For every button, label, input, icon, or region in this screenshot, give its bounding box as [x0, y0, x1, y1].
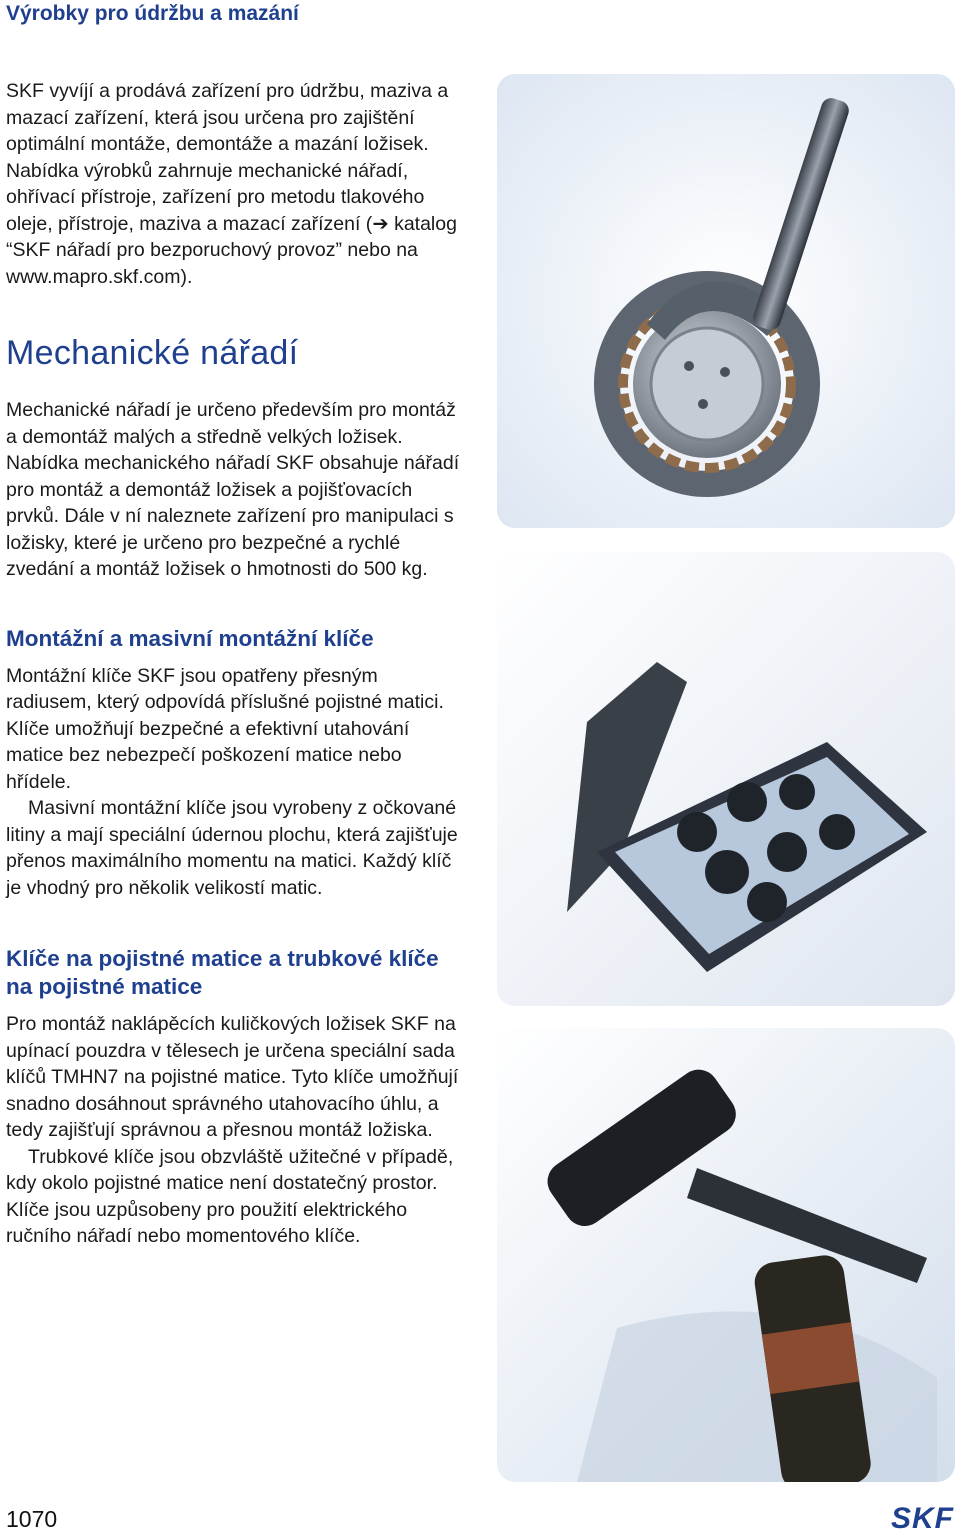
locknut-paragraph-2: Trubkové klíče jsou obzvláště užitečné v případě, kdy okolo pojistné matice není dostatečný prostor. Klíče jsou uzpůsobeny pro použití elektrického ručního nářadí nebo momentového klíče.	[6, 1145, 454, 1247]
wrenches-paragraph-1: Montážní klíče SKF jsou opatřeny přesným radiusem, který odpovídá příslušné pojistné matici. Klíče umožňují bezpečné a efektivní utahování matice bez nebezpečí poškození matice nebo hřídele.	[6, 664, 444, 793]
page-header-title: Výrobky pro údržbu a mazání	[6, 2, 299, 25]
intro-text-before: SKF vyvíjí a prodává zařízení pro údržbu, maziva a mazací zařízení, která jsou určena pro zajištění optimální montáže, demontáže a mazání ložisek. Nabídka výrobků zahrnuje mechanické nářadí, ohřívací přístroje, zařízení pro metodu tlakového oleje, přístroje, maziva a mazací zařízení (	[6, 80, 449, 235]
wrenches-paragraph-2: Masivní montážní klíče jsou vyrobeny z očkované litiny a mají speciální údernou plochu, která zajišťuje přenos maximálního momentu na matici. Každý klíč je vhodný pro několik velikostí matic.	[6, 797, 458, 899]
main-text-column	[6, 78, 468, 1250]
page-number: 1070	[6, 1506, 58, 1532]
intro-paragraph	[6, 78, 468, 290]
skf-logo: SKF	[891, 1502, 954, 1535]
bearing-tool-photo	[497, 74, 955, 528]
mechanical-heading: Mechanické nářadí	[6, 334, 299, 372]
locknut-paragraph-1: Pro montáž naklápěcích kuličkových ložisek SKF na upínací pouzdra v tělesech je určena speciální sada klíčů TMHN7 na pojistné matice. Tyto klíče umožňují snadno dosáhnout správného utahovacího úhlu, a tedy zajišťují správnou a přesnou montáž ložiska.	[6, 1013, 459, 1141]
wrench-set-photo	[497, 552, 955, 1006]
arrow-icon: ➔	[372, 212, 389, 235]
intro-text-after: katalog “SKF nářadí pro bezporuchový provoz” nebo na www.mapro.skf.com).	[6, 212, 457, 288]
hammer-photo	[497, 1028, 955, 1482]
wrenches-heading: Montážní a masivní montážní klíče	[6, 625, 374, 651]
mechanical-paragraph: Mechanické nářadí je určeno především pro montáž a demontáž malých a středně velkých ložisek. Nabídka mechanického nářadí SKF obsahuje nářadí pro montáž a demontáž ložisek a pojišťovacích prvků. Dále v ní naleznete zařízení pro manipulaci s ložisky, které je určeno pro bezpečné a rychlé zvedání a montáž ložisek o hmotnosti do 500 kg.	[6, 399, 460, 580]
locknut-heading: Klíče na pojistné matice a trubkové klíče na pojistné matice	[6, 946, 439, 999]
